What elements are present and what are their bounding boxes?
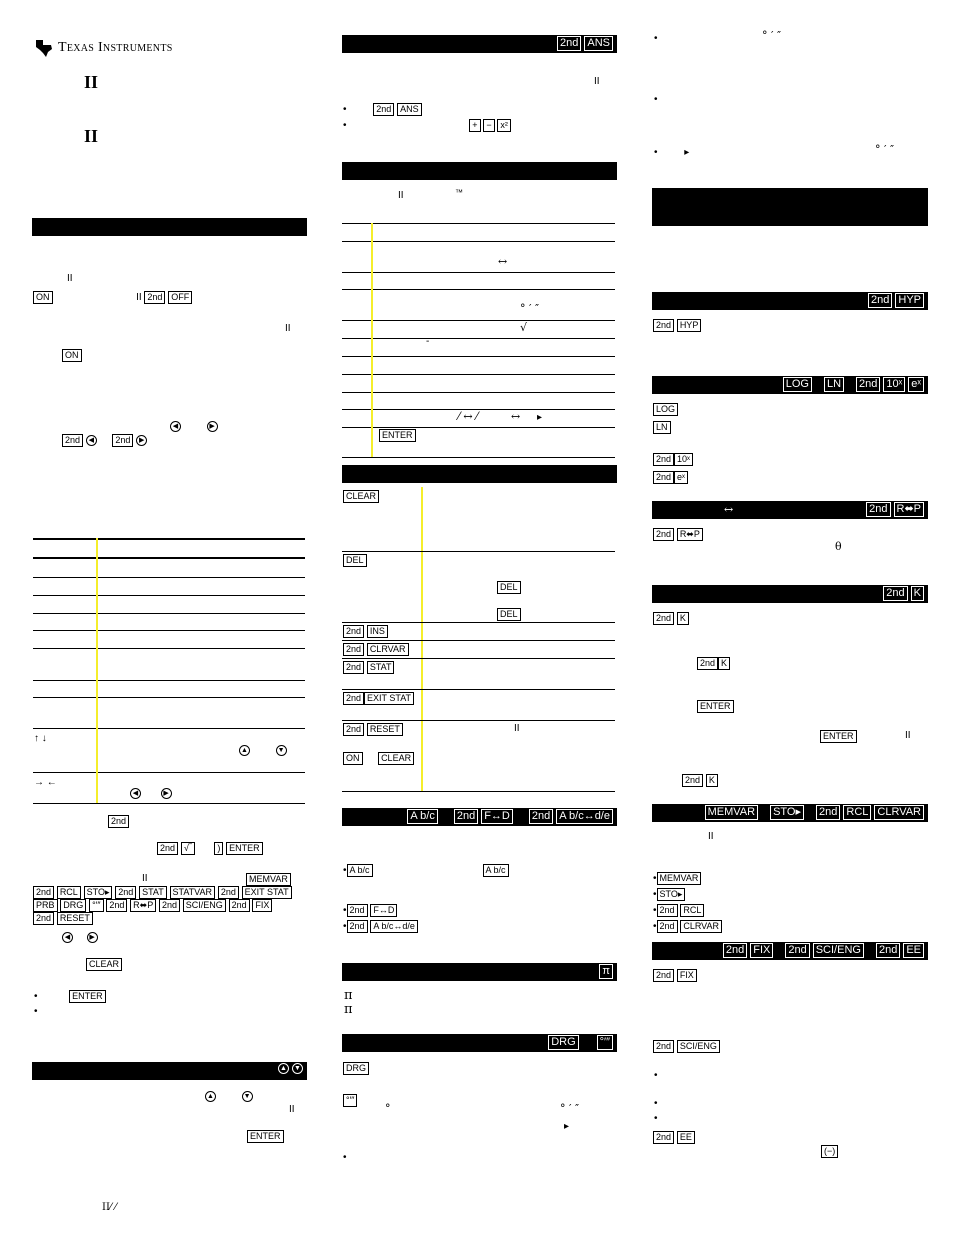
rcl-key[interactable]: RCL xyxy=(680,904,704,917)
pi-key[interactable]: π xyxy=(599,964,613,979)
cos-key[interactable]: COS xyxy=(821,191,857,208)
sto-bullet: • STO▸ xyxy=(653,888,685,901)
del-note xyxy=(497,581,521,594)
model-numeral-1: II xyxy=(84,72,99,92)
second-key[interactable]: 2nd xyxy=(62,434,83,447)
abc-key[interactable]: A b/c xyxy=(483,864,509,877)
second-key[interactable]: 2nd xyxy=(33,886,54,899)
bullet-ans: • 2nd ANS xyxy=(343,103,422,116)
sto-key[interactable]: STO▸ xyxy=(657,888,686,901)
sci-eng-key[interactable]: SCI/ENG xyxy=(677,1040,720,1053)
memvar-bullet: • MEMVAR xyxy=(653,872,701,885)
up-arrow-icon[interactable]: ▲ xyxy=(239,745,250,756)
clrvar-key[interactable]: CLRVAR xyxy=(367,643,409,656)
del-key[interactable]: DEL xyxy=(343,554,367,567)
drg-row xyxy=(343,1062,369,1075)
right-arrow-icon[interactable]: ▶ xyxy=(161,788,172,799)
on-key-line xyxy=(62,349,82,362)
clear-key[interactable]: CLEAR xyxy=(86,958,122,971)
right-arrow-icon[interactable]: ▶ xyxy=(136,435,147,446)
sto-key[interactable]: STO▸ xyxy=(770,805,804,820)
dms-symbol: ° ′ ″ xyxy=(520,302,540,315)
left-right-keys xyxy=(130,788,172,800)
sqrt-example xyxy=(157,842,263,855)
enter-line xyxy=(247,1130,284,1143)
second-key[interactable]: 2nd xyxy=(653,1131,674,1144)
clrvar-key[interactable]: CLRVAR xyxy=(680,920,722,933)
clear-line xyxy=(86,958,122,971)
menu-keys-line1 xyxy=(246,873,291,886)
second-key[interactable]: 2nd xyxy=(682,774,703,787)
section-bar-k xyxy=(652,585,928,603)
acos-key[interactable]: COS⁻¹ xyxy=(798,211,848,228)
tan-key[interactable]: TAN xyxy=(859,191,890,208)
bullet: • xyxy=(654,1098,658,1109)
dms-symbol: ° ′ ″ xyxy=(762,29,782,42)
pi-symbol: π xyxy=(344,1002,353,1017)
roman-ref: II xyxy=(708,831,714,842)
memvar-key[interactable]: MEMVAR xyxy=(705,805,758,820)
sto-key[interactable]: STO▸ xyxy=(84,886,113,899)
second-key[interactable]: 2nd xyxy=(653,612,674,625)
section-bar-memory xyxy=(652,804,928,822)
texas-state-icon xyxy=(34,38,54,58)
enter-row xyxy=(820,730,857,743)
del-row xyxy=(343,554,367,567)
bullet: • xyxy=(654,1070,658,1081)
second-key[interactable]: 2nd xyxy=(785,943,809,958)
k-row xyxy=(697,657,730,670)
section-bar-ans xyxy=(342,35,617,53)
fd-bullet: • 2nd F↔D xyxy=(343,904,397,917)
second-key[interactable]: 2nd xyxy=(33,912,54,925)
brand-name: Texas Instruments xyxy=(58,40,173,55)
dms-key[interactable]: °′″ xyxy=(89,899,103,912)
off-key[interactable]: OFF xyxy=(168,291,192,304)
rcl-bullet: • 2nd RCL xyxy=(653,904,704,917)
k-row xyxy=(682,774,718,787)
right-arrow-icon[interactable]: ▶ xyxy=(207,421,218,432)
second-key[interactable]: 2nd xyxy=(343,643,364,656)
fd-key[interactable]: F↔D xyxy=(481,809,513,824)
stat-row xyxy=(343,661,394,674)
second-key[interactable]: 2nd xyxy=(529,809,553,824)
atan-key[interactable]: TAN⁻¹ xyxy=(849,211,894,228)
scroll-keys xyxy=(205,1091,253,1103)
second-key[interactable]: 2nd xyxy=(557,36,581,51)
roman-ref: II xyxy=(142,873,148,884)
second-key[interactable]: 2nd xyxy=(347,904,368,917)
second-key[interactable]: 2nd xyxy=(347,920,368,933)
bullet-ops: • + − x² xyxy=(343,119,511,132)
theta-symbol: θ xyxy=(835,540,842,553)
clear-row xyxy=(343,490,379,503)
fix-key[interactable]: FIX xyxy=(252,899,272,912)
fix-key[interactable]: FIX xyxy=(750,943,773,958)
second-key[interactable]: 2nd xyxy=(653,319,674,332)
sqrt-key[interactable]: √‾ xyxy=(181,842,195,855)
bullet-enter xyxy=(34,990,106,1003)
roman-ref: II xyxy=(594,76,600,87)
bullet: • xyxy=(343,1152,347,1163)
ans-key[interactable]: ANS xyxy=(397,103,422,116)
menu-keys-line3 xyxy=(33,899,272,912)
second-key[interactable]: 2nd xyxy=(653,1040,674,1053)
ti-logo xyxy=(34,38,173,58)
enter-key[interactable]: ENTER xyxy=(247,1130,284,1143)
pi-symbol: π xyxy=(344,988,353,1003)
k-key[interactable]: K xyxy=(706,774,718,787)
bottom-text: II⁄ ⁄ xyxy=(102,1202,117,1213)
right-left-arrows: → ← xyxy=(34,777,57,788)
abc-key[interactable]: A b/c xyxy=(347,864,373,877)
bullet: • xyxy=(654,1113,658,1124)
roman-ref: II xyxy=(289,1104,295,1115)
statvar-key[interactable]: STATVAR xyxy=(170,886,216,899)
second-key[interactable]: 2nd xyxy=(653,471,674,484)
abc-bullet: • A b/c A b/c xyxy=(343,864,509,877)
second-key[interactable]: 2nd xyxy=(876,943,900,958)
up-arrow-icon[interactable]: ▲ xyxy=(278,1063,289,1074)
section-bar-scroll xyxy=(32,1062,307,1080)
second-key[interactable]: 2nd xyxy=(653,453,674,466)
second-key[interactable]: 2nd xyxy=(229,899,250,912)
plus-key[interactable]: + xyxy=(469,119,480,132)
sci-eng-row xyxy=(653,1040,720,1053)
dms-symbol: ° ′ ″ xyxy=(875,143,895,156)
ins-row xyxy=(343,625,388,638)
roman-ref: II xyxy=(398,190,404,201)
second-key[interactable]: 2nd xyxy=(657,920,678,933)
prb-key[interactable]: PRB xyxy=(33,899,58,912)
second-key[interactable]: 2nd xyxy=(157,842,178,855)
up-arrow-icon[interactable]: ▲ xyxy=(205,1091,216,1102)
section-bar-getting-started xyxy=(32,218,307,236)
minus-key[interactable]: − xyxy=(483,119,494,132)
tri-symbol: ▸ xyxy=(537,412,543,423)
ee-key[interactable]: EE xyxy=(677,1131,695,1144)
abcde-key[interactable]: A b/c↔d/e xyxy=(370,920,418,933)
left-arrow-icon[interactable]: ◀ xyxy=(86,435,97,446)
ee-row xyxy=(653,1131,695,1144)
second-key[interactable]: 2nd xyxy=(653,528,674,541)
on-off-line xyxy=(33,291,192,304)
asin-key[interactable]: SIN⁻¹ xyxy=(756,211,797,228)
bullet: • xyxy=(654,94,658,105)
paren-key[interactable]: ) xyxy=(214,842,223,855)
down-arrow-icon[interactable]: ▼ xyxy=(276,745,287,756)
ee-key[interactable]: EE xyxy=(903,943,924,958)
second-key[interactable]: 2nd xyxy=(454,809,478,824)
rp-key[interactable]: R⬌P xyxy=(894,502,925,517)
sci-eng-key[interactable]: SCI/ENG xyxy=(183,899,226,912)
enter-key[interactable]: ENTER xyxy=(379,429,416,442)
down-arrow-icon[interactable]: ▼ xyxy=(292,1063,303,1074)
clear-key[interactable]: CLEAR xyxy=(378,752,414,765)
neg-symbol: - xyxy=(426,336,430,347)
left-arrow-icon[interactable]: ◀ xyxy=(62,932,73,943)
abcde-key[interactable]: A b/c↔d/e xyxy=(556,809,613,824)
clear-key[interactable]: CLEAR xyxy=(343,490,379,503)
second-key[interactable]: 2nd xyxy=(868,293,892,308)
dms-row xyxy=(343,1094,357,1107)
bullet: • xyxy=(34,991,38,1003)
tri-symbol: ▸ xyxy=(684,147,690,158)
negative-key[interactable]: (−) xyxy=(821,1145,838,1158)
clrvar-row xyxy=(343,643,409,656)
second-key[interactable]: 2nd xyxy=(883,586,907,601)
k-key[interactable]: K xyxy=(911,586,924,601)
reset-key[interactable]: RESET xyxy=(57,912,93,925)
second-key[interactable]: 2nd xyxy=(112,434,133,447)
clrvar-key[interactable]: CLRVAR xyxy=(874,805,924,820)
menu-keys-line4 xyxy=(33,912,93,925)
on-key[interactable]: ON xyxy=(343,752,363,765)
section-bar-clear xyxy=(342,465,617,483)
on-key[interactable]: ON xyxy=(62,349,82,362)
menu-arrow-line xyxy=(62,932,98,944)
roman-ref: II xyxy=(514,723,520,734)
frac-symbol: ⁄ ↔ ⁄ xyxy=(458,410,478,423)
enter-key[interactable]: ENTER xyxy=(820,730,857,743)
section-bar-angle xyxy=(342,1034,617,1052)
enter-row xyxy=(697,700,734,713)
ln-row xyxy=(653,421,671,434)
del-note xyxy=(497,608,521,621)
section-bar-hyp xyxy=(652,292,928,310)
k-key[interactable]: K xyxy=(718,657,730,670)
memvar-key[interactable]: MEMVAR xyxy=(657,872,702,885)
fix-key[interactable]: FIX xyxy=(677,969,697,982)
dms-key[interactable]: °′″ xyxy=(597,1035,613,1050)
section-bar-eos xyxy=(342,162,617,180)
hyp-key[interactable]: HYP xyxy=(677,319,702,332)
model-numeral-2: II xyxy=(84,126,99,146)
second-key[interactable]: 2nd xyxy=(343,692,364,705)
lr-arrow: ↔ xyxy=(724,503,734,516)
del-key[interactable]: DEL xyxy=(497,608,521,621)
log-key[interactable]: LOG xyxy=(783,377,812,392)
roman-ref: II xyxy=(136,292,142,304)
enter-key[interactable]: ENTER xyxy=(69,990,106,1003)
rcl-key[interactable]: RCL xyxy=(57,886,81,899)
second-key[interactable]: 2nd xyxy=(218,886,239,899)
ln-key[interactable]: LN xyxy=(653,421,671,434)
second-key[interactable]: 2nd xyxy=(723,943,747,958)
k-row xyxy=(653,612,689,625)
dms-key[interactable]: °′″ xyxy=(343,1094,357,1107)
sqrt-symbol: √ xyxy=(520,321,528,334)
section-bar-trig xyxy=(652,188,928,226)
left-arrow-icon[interactable]: ◀ xyxy=(170,421,181,432)
roman-ref: II xyxy=(285,323,291,334)
second-key[interactable]: 2nd xyxy=(106,899,127,912)
second-key[interactable]: 2nd xyxy=(373,103,394,116)
rp-key[interactable]: R⬌P xyxy=(677,528,703,541)
stat-key[interactable]: STAT xyxy=(367,661,395,674)
second-key[interactable]: 2nd xyxy=(115,886,136,899)
rcl-key[interactable]: RCL xyxy=(843,805,871,820)
enter-key[interactable]: ENTER xyxy=(226,842,263,855)
stat-key[interactable]: STAT xyxy=(139,886,167,899)
down-arrow-icon[interactable]: ▼ xyxy=(242,1091,253,1102)
second-key[interactable]: 2nd xyxy=(144,291,165,304)
second-key[interactable]: 2nd xyxy=(697,657,718,670)
tri-symbol: ▸ xyxy=(564,1121,570,1132)
ln-key[interactable]: LN xyxy=(824,377,844,392)
lr-arrow: ↔ xyxy=(498,255,508,268)
tenx-key[interactable]: 10ˣ xyxy=(674,453,693,466)
second-key[interactable]: 2nd xyxy=(856,377,880,392)
bullet-dms: • xyxy=(654,33,658,44)
section-bar-notation xyxy=(652,942,928,960)
hyp-row xyxy=(653,319,701,332)
right-arrow-icon[interactable]: ▶ xyxy=(87,932,98,943)
xsq-key[interactable]: x² xyxy=(497,119,511,132)
section-bar-log xyxy=(652,376,928,394)
frac-symbol2: ↔ xyxy=(511,410,521,423)
exit-stat-row xyxy=(343,692,414,705)
sci-eng-key[interactable]: SCI/ENG xyxy=(813,943,864,958)
on-clear-row xyxy=(343,752,414,765)
ins-key[interactable]: INS xyxy=(367,625,388,638)
fd-key[interactable]: F↔D xyxy=(370,904,397,917)
hyp-key[interactable]: HYP xyxy=(895,293,924,308)
section-bar-rp xyxy=(652,501,928,519)
abc-key[interactable]: A b/c xyxy=(407,809,437,824)
log-row xyxy=(653,403,678,416)
neg-row xyxy=(821,1145,838,1158)
left-arrow-icon[interactable]: ◀ xyxy=(130,788,141,799)
ex-key[interactable]: eˣ xyxy=(674,471,688,484)
drg-key[interactable]: DRG xyxy=(343,1062,369,1075)
trademark: ™ xyxy=(455,188,463,197)
reset-row xyxy=(343,723,403,736)
arrow-keys-line xyxy=(170,421,218,433)
sin-key[interactable]: SIN xyxy=(791,191,819,208)
second-key[interactable]: 2nd xyxy=(727,209,755,226)
bullet: • xyxy=(34,1006,38,1017)
tenx-key[interactable]: 10ˣ xyxy=(883,377,905,392)
second-key[interactable]: 2nd xyxy=(816,805,840,820)
exit-stat-key[interactable]: EXIT STAT xyxy=(364,692,414,705)
second-key[interactable]: 2nd xyxy=(653,969,674,982)
clrvar-bullet: • 2nd CLRVAR xyxy=(653,920,722,933)
on-key[interactable]: ON xyxy=(33,291,53,304)
enter-key[interactable]: ENTER xyxy=(697,700,734,713)
second-key[interactable]: 2nd xyxy=(108,815,129,828)
ans-key[interactable]: ANS xyxy=(584,36,613,51)
second-key[interactable]: 2nd xyxy=(657,904,678,917)
log-key[interactable]: LOG xyxy=(653,403,678,416)
roman-ref: II xyxy=(67,273,73,284)
second-key-note xyxy=(108,815,129,828)
section-bar-pi xyxy=(342,963,617,981)
del-key[interactable]: DEL xyxy=(497,581,521,594)
second-key[interactable]: 2nd xyxy=(343,661,364,674)
second-key[interactable]: 2nd xyxy=(343,625,364,638)
ex-row xyxy=(653,471,688,484)
roman-ref: II xyxy=(905,730,911,741)
drg-key[interactable]: DRG xyxy=(60,899,86,912)
second-arrow-line xyxy=(62,434,147,447)
reset-key[interactable]: RESET xyxy=(367,723,403,736)
k-key[interactable]: K xyxy=(677,612,689,625)
second-key[interactable]: 2nd xyxy=(159,899,180,912)
rp-key[interactable]: R⬌P xyxy=(130,899,156,912)
up-down-keys xyxy=(239,745,287,757)
menu-keys-line2 xyxy=(33,886,292,899)
fix-row xyxy=(653,969,697,982)
section-bar-fractions xyxy=(342,808,617,826)
enter-row xyxy=(379,429,416,442)
abcde-bullet: • 2nd A b/c↔d/e xyxy=(343,920,418,933)
exit-stat-key[interactable]: EXIT STAT xyxy=(242,886,292,899)
rp-row xyxy=(653,528,703,541)
degree-symbol: ° xyxy=(385,1102,391,1115)
up-down-arrows: ↑ ↓ xyxy=(34,733,47,744)
bullet-tri: • ▸ xyxy=(654,147,690,158)
dms-symbol: ° ′ ″ xyxy=(560,1102,580,1115)
second-key[interactable]: 2nd xyxy=(866,502,890,517)
ex-key[interactable]: eˣ xyxy=(908,377,924,392)
drg-key[interactable]: DRG xyxy=(548,1035,578,1050)
memvar-key[interactable]: MEMVAR xyxy=(246,873,291,886)
tenx-row xyxy=(653,453,693,466)
second-key[interactable]: 2nd xyxy=(343,723,364,736)
